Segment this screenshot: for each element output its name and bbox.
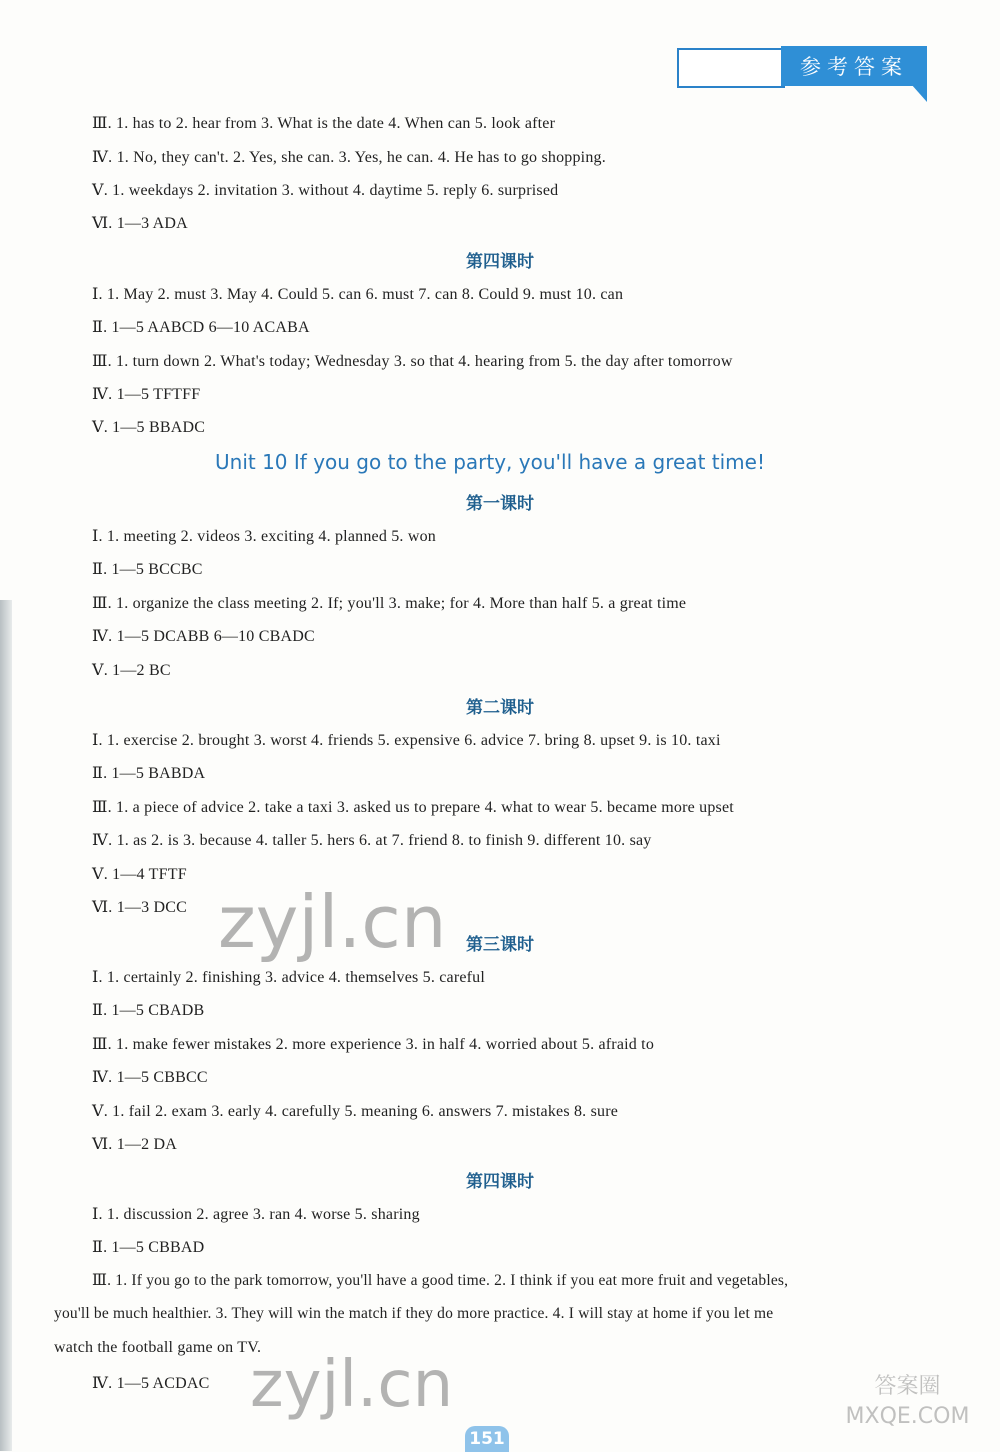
answer-line: Ⅴ. 1—4 TFTF: [92, 866, 187, 883]
answer-line: Ⅵ. 1—3 ADA: [92, 215, 188, 232]
answer-line: Ⅴ. 1. fail 2. exam 3. early 4. carefully 5. meaning 6. answers 7. mistakes 8. sure: [92, 1103, 619, 1120]
answer-line: Ⅲ. 1. If you go to the park tomorrow, you'll have a good time. 2. I think if you eat more fruit and vegetables,: [92, 1272, 789, 1289]
section-heading: 第二课时: [466, 698, 534, 718]
answer-line: Ⅱ. 1—5 CBADB: [92, 1002, 205, 1019]
answer-line: Ⅱ. 1—5 BCCBC: [92, 561, 203, 578]
section-heading: 第三课时: [466, 935, 534, 955]
answer-line: Ⅳ. 1—5 TFTFF: [92, 386, 201, 403]
section-heading: 第四课时: [466, 252, 534, 272]
answer-line: Ⅱ. 1—5 BABDA: [92, 765, 206, 782]
answer-line: you'll be much healthier. 3. They will win the match if they do more practice. 4. I will stay at home if you let me: [54, 1305, 774, 1322]
answer-line: Ⅰ. 1. discussion 2. agree 3. ran 4. worse 5. sharing: [92, 1206, 420, 1223]
answer-line: Ⅰ. 1. May 2. must 3. May 4. Could 5. can 6. must 7. can 8. Could 9. must 10. can: [92, 286, 624, 303]
answer-line: Ⅲ. 1. a piece of advice 2. take a taxi 3. asked us to prepare 4. what to wear 5. became more upset: [92, 799, 734, 816]
answer-line: watch the football game on TV.: [54, 1339, 262, 1356]
watermark-main: zyjl.cn: [218, 880, 447, 964]
header-box: [677, 48, 785, 88]
answer-line: Ⅴ. 1—5 BBADC: [92, 419, 206, 436]
header-label: 参考答案: [781, 46, 927, 86]
answer-line: Ⅱ. 1—5 CBBAD: [92, 1239, 205, 1256]
section-heading: 第四课时: [466, 1172, 534, 1192]
answer-line: Ⅴ. 1. weekdays 2. invitation 3. without 4. daytime 5. reply 6. surprised: [92, 182, 559, 199]
unit-title: Unit 10 If you go to the party, you'll have a great time!: [215, 450, 765, 474]
watermark-corner: 答案圈 MXQE.COM: [845, 1374, 970, 1429]
answer-line: Ⅳ. 1—5 ACDAC: [92, 1375, 210, 1392]
answer-line: Ⅴ. 1—2 BC: [92, 662, 171, 679]
answer-line: Ⅳ. 1. No, they can't. 2. Yes, she can. 3. Yes, he can. 4. He has to go shopping.: [92, 149, 606, 166]
header-corner-triangle: [911, 84, 927, 102]
answer-line: Ⅰ. 1. meeting 2. videos 3. exciting 4. planned 5. won: [92, 528, 436, 545]
answer-line: Ⅰ. 1. exercise 2. brought 3. worst 4. friends 5. expensive 6. advice 7. bring 8. upset 9. is 10. taxi: [92, 732, 721, 749]
page-number: 151: [465, 1426, 509, 1452]
answer-line: Ⅳ. 1. as 2. is 3. because 4. taller 5. hers 6. at 7. friend 8. to finish 9. different 10. say: [92, 832, 652, 849]
answer-key-header: [677, 46, 929, 90]
answer-line: Ⅲ. 1. make fewer mistakes 2. more experience 3. in half 4. worried about 5. afraid to: [92, 1036, 655, 1053]
answer-line: Ⅵ. 1—3 DCC: [92, 899, 187, 916]
section-heading: 第一课时: [466, 494, 534, 514]
page-edge-shadow: [0, 600, 12, 1451]
answer-line: Ⅵ. 1—2 DA: [92, 1136, 178, 1153]
watermark-bottom: zyjl.cn: [250, 1348, 454, 1422]
answer-line: Ⅲ. 1. organize the class meeting 2. If; you'll 3. make; for 4. More than half 5. a great time: [92, 595, 687, 612]
answer-line: Ⅰ. 1. certainly 2. finishing 3. advice 4. themselves 5. careful: [92, 969, 486, 986]
answer-line: Ⅳ. 1—5 CBBCC: [92, 1069, 208, 1086]
answer-line: Ⅲ. 1. turn down 2. What's today; Wednesday 3. so that 4. hearing from 5. the day after tomorrow: [92, 353, 733, 370]
answer-line: Ⅱ. 1—5 AABCD 6—10 ACABA: [92, 319, 310, 336]
answer-line: Ⅲ. 1. has to 2. hear from 3. What is the date 4. When can 5. look after: [92, 115, 556, 132]
answer-line: Ⅳ. 1—5 DCABB 6—10 CBADC: [92, 628, 315, 645]
